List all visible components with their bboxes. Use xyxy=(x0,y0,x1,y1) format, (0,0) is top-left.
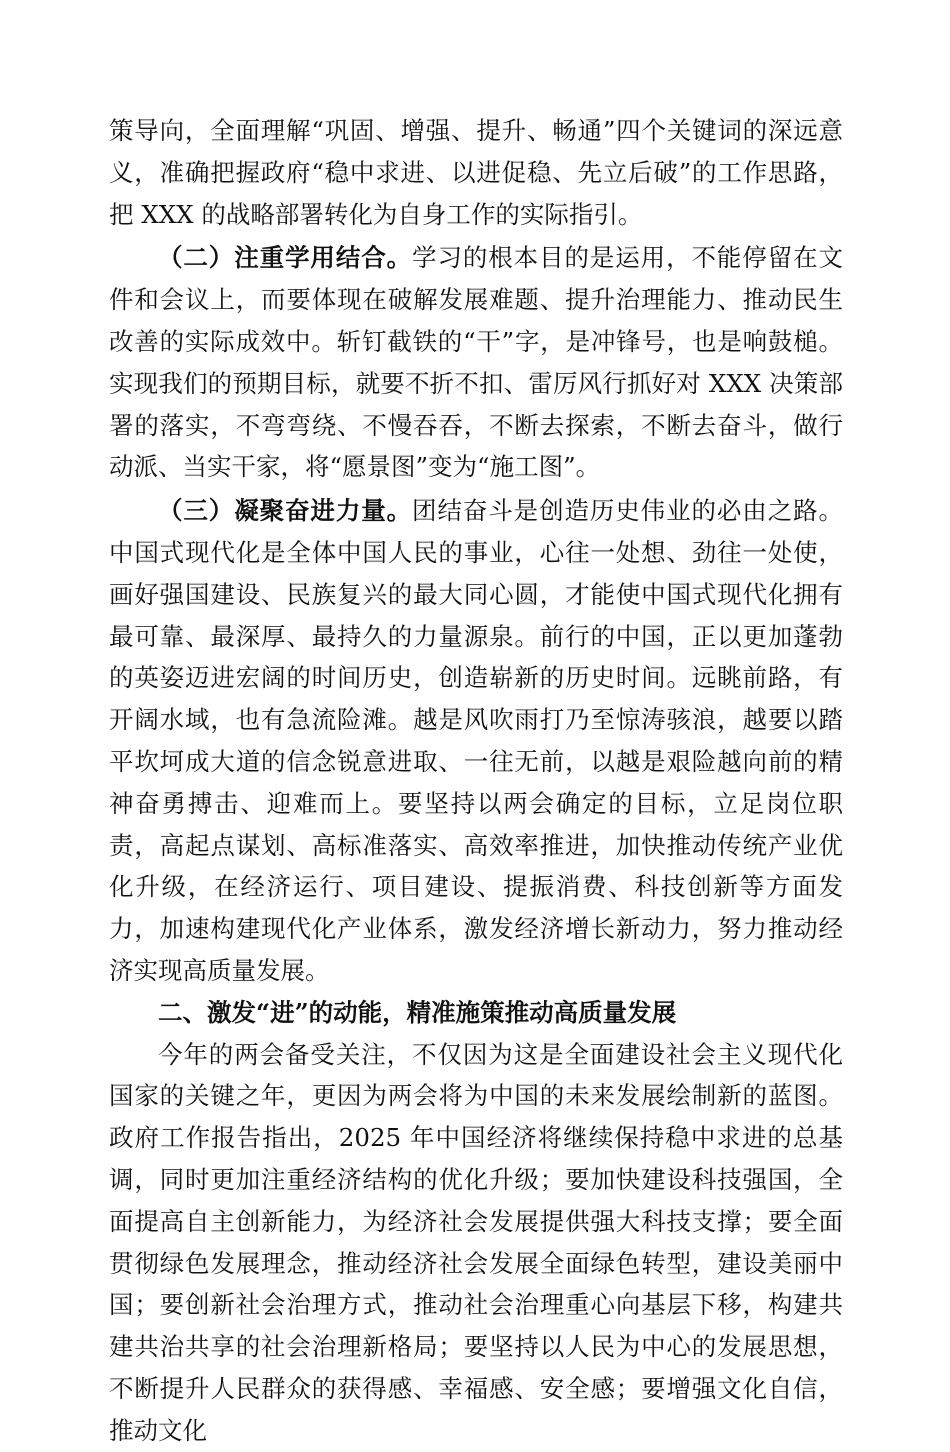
paragraph-lead-heading: （三）凝聚奋进力量。 xyxy=(158,496,413,526)
paragraph-text: 团结奋斗是创造历史伟业的必由之路。中国式现代化是全体中国人民的事业，心往一处想、劲往一处使，画好强国建设、民族复兴的最大同心圆，才能使中国式现代化拥有最可靠、最深厚、最持久的力量源泉。前行的中国，正以更加蓬勃的英姿迈进宏阔的时间历史，创造崭新的历史时间。远眺前路，有开阔水域，也有急流险滩。越是风吹雨打乃至惊涛骇浪，越要以踏平坎坷成大道的信念锐意进取、一往无前，以越是艰险越向前的精神奋勇搏击、迎难而上。要坚持以两会确定的目标，立足岗位职责，高起点谋划、高标准落实、高效率推进，加快推动传统产业优化升级，在经济运行、项目建设、提振消费、科技创新等方面发力，加速构建现代化产业体系，激发经济增长新动力，努力推动经济实现高质量发展。 xyxy=(109,496,844,985)
section-heading: 二、激发“进”的动能，精准施策推动高质量发展 xyxy=(158,997,677,1027)
paragraph-text: 学习的根本目的是运用，不能停留在文件和会议上，而要体现在破解发展难题、提升治理能力、推动民生改善的实际成效中。斩钉截铁的“干”字，是冲锋号，也是响鼓槌。实现我们的预期目标，就要不折不扣、雷厉风行抓好对 XXX 决策部署的落实，不弯弯绕、不慢吞吞，不断去探索，不断去奋斗，做行动派、当实干家，将“愿景图”变为“施工图”。 xyxy=(109,243,844,482)
paragraph-text: 今年的两会备受关注，不仅因为这是全面建设社会主义现代化国家的关键之年，更因为两会将为中国的未来发展绘制新的蓝图。政府工作报告指出，2025 年中国经济将继续保持稳中求进的总基调，同时更加注重经济结构的优化升级；要加快建设科技强国，全面提高自主创新能力，为经济社会发展提供强大科技支撑；要全面贯彻绿色发展理念，推动经济社会发展全面绿色转型，建设美丽中国；要创新社会治理方式，推动社会治理重心向基层下移，构建共建共治共享的社会治理新格局；要坚持以人民为中心的发展思想，不断提升人民群众的获得感、幸福感、安全感；要增强文化自信，推动文化 xyxy=(109,1039,843,1445)
paragraph-study-and-apply xyxy=(109,237,843,488)
paragraph-policy-guidance xyxy=(109,110,843,235)
paragraph-lead-heading: （二）注重学用结合。 xyxy=(158,243,413,273)
paragraph-unite-strength xyxy=(109,490,843,992)
paragraph-two-sessions xyxy=(109,1034,843,1452)
document-body xyxy=(109,110,843,1452)
paragraph-text: 策导向，全面理解“巩固、增强、提升、畅通”四个关键词的深远意义，准确把握政府“稳中求进、以进促稳、先立后破”的工作思路，把 XXX 的战略部署转化为自身工作的实际指引。 xyxy=(109,116,843,229)
